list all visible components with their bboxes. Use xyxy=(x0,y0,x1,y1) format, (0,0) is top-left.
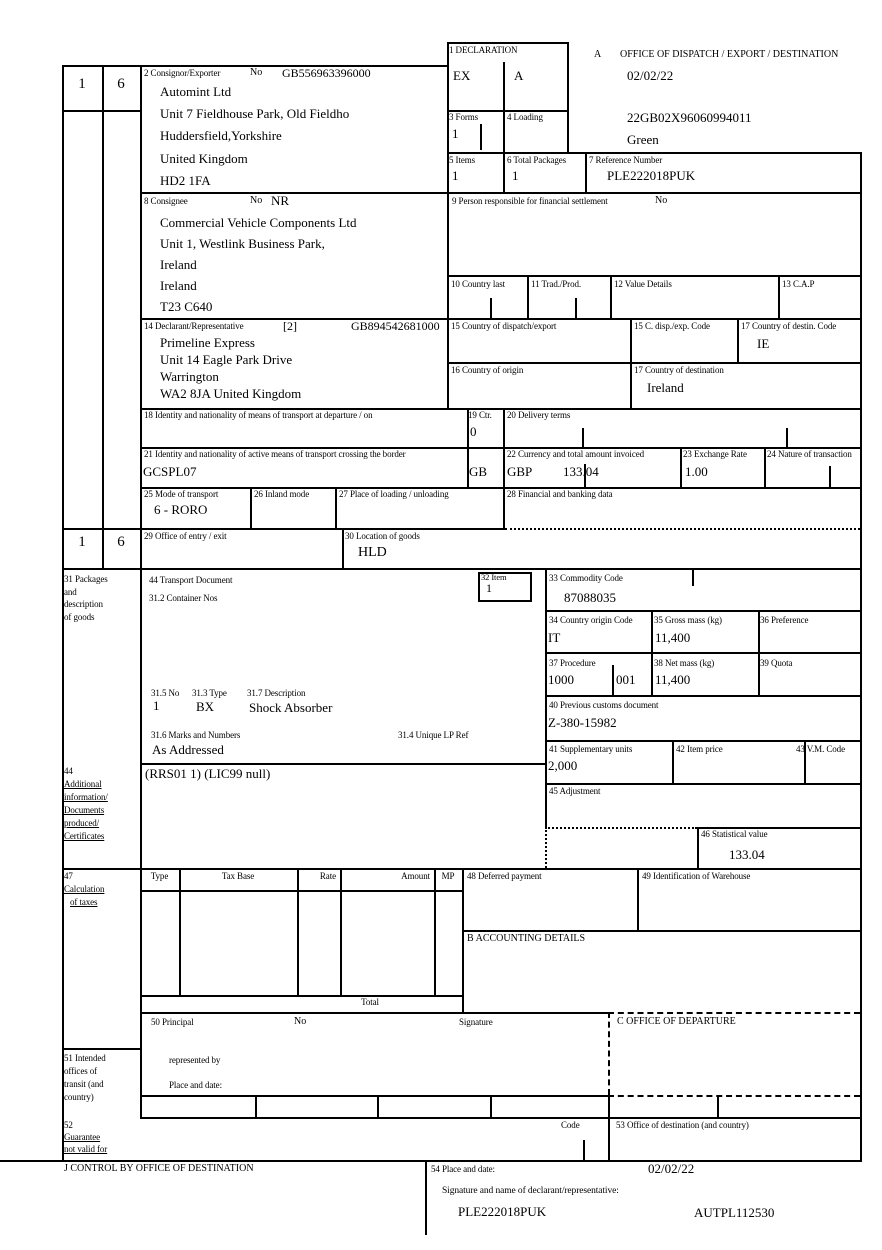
divider-line xyxy=(717,1095,719,1117)
box54-reference-value: PLE222018PUK xyxy=(458,1204,547,1219)
box52-guarantee-label: not valid for xyxy=(64,1144,108,1154)
divider-line xyxy=(478,600,532,602)
divider-line xyxy=(342,528,344,568)
box31-5-no-value: 1 xyxy=(153,698,160,713)
divider-line xyxy=(140,763,545,765)
box31-3-type-value: BX xyxy=(196,699,215,714)
divider-line xyxy=(62,868,860,870)
box31-5-no-label: 31.5 No xyxy=(151,688,180,698)
box37-procedure-label: 37 Procedure xyxy=(549,658,596,668)
box44-additional-label: Additional xyxy=(64,779,102,789)
divider-line xyxy=(140,318,860,320)
divider-line xyxy=(737,318,739,362)
divider-line xyxy=(102,65,104,570)
box4-loading-label: 4 Loading xyxy=(507,112,543,122)
box33-commodity-value: 87088035 xyxy=(564,590,616,605)
tax-table-header-rate: Rate xyxy=(319,871,336,881)
box22-currency-value: GBP xyxy=(507,464,533,479)
box31-6-marks-label: 31.6 Marks and Numbers xyxy=(151,730,241,740)
box19-ctr-label: 19 Ctr. xyxy=(468,410,492,420)
box14-declarant-eori: GB894542681000 xyxy=(351,319,440,333)
box7-reference-label: 7 Reference Number xyxy=(589,155,663,165)
sectionA-office-label: OFFICE OF DISPATCH / EXPORT / DESTINATION xyxy=(620,49,839,60)
box52-guarantee-label: Guarantee xyxy=(64,1132,101,1142)
divider-line xyxy=(545,740,860,742)
box40-previous-doc-value: Z-380-15982 xyxy=(548,715,617,730)
copy-number-1: 1 xyxy=(78,76,86,92)
divider-line xyxy=(786,428,788,447)
box36-preference-label: 36 Preference xyxy=(760,615,809,625)
divider-line xyxy=(608,1095,610,1160)
divider-line xyxy=(575,298,577,318)
box31-packages-label: and xyxy=(64,587,77,597)
divider-line xyxy=(778,275,780,318)
box47-calculation-label: Calculation xyxy=(64,884,105,894)
divider-line xyxy=(62,110,140,112)
sectionA-letter: A xyxy=(594,49,602,60)
box44-additional-label: Certificates xyxy=(64,831,105,841)
box24-transaction-label: 24 Nature of transaction xyxy=(767,449,852,459)
box43-vm-code-label: 43 V.M. Code xyxy=(796,744,845,754)
box14-addr-line: WA2 8JA United Kingdom xyxy=(160,386,302,401)
divider-line xyxy=(179,868,181,995)
box42-item-price-label: 42 Item price xyxy=(676,744,723,754)
box52-code-label: Code xyxy=(561,1120,580,1130)
box34-origin-code-value: IT xyxy=(548,630,561,645)
box53-destination-office-label: 53 Office of destination (and country) xyxy=(616,1120,749,1130)
box8-addr-line: T23 C640 xyxy=(160,299,213,314)
box44-additional-label: produced/ xyxy=(64,818,100,828)
box1-declaration-type: EX xyxy=(453,68,471,83)
box30-location-label: 30 Location of goods xyxy=(345,531,420,541)
box50-no-label: No xyxy=(294,1016,307,1027)
divider-line xyxy=(0,1160,862,1162)
box44-transport-doc-label: 44 Transport Document xyxy=(149,575,233,585)
divider-line xyxy=(567,42,569,152)
sectionC-departure-label: C OFFICE OF DEPARTURE xyxy=(617,1016,736,1027)
box50-signature-label: Signature xyxy=(459,1017,493,1027)
divider-line xyxy=(340,868,342,995)
box31-4-lp-ref-label: 31.4 Unique LP Ref xyxy=(398,730,469,740)
box17a-destin-code-value: IE xyxy=(757,336,770,351)
divider-line xyxy=(583,1140,585,1160)
divider-line xyxy=(462,930,860,932)
divider-line xyxy=(610,275,612,318)
divider-line xyxy=(447,42,569,44)
divider-line xyxy=(140,1095,608,1097)
divider-line xyxy=(829,466,831,487)
box2-addr-line: HD2 1FA xyxy=(160,173,211,188)
box44-additional-label: Documents xyxy=(64,805,105,815)
box31-7-description-value: Shock Absorber xyxy=(249,700,333,715)
box8-consignee-label: 8 Consignee xyxy=(144,196,188,206)
divider-line xyxy=(680,447,682,487)
box2-no-label: No xyxy=(250,67,263,78)
box46-statistical-label: 46 Statistical value xyxy=(701,829,768,839)
box35-gross-mass-value: 11,400 xyxy=(655,630,691,645)
box21-active-transport-value: GCSPL07 xyxy=(143,464,197,479)
divider-line xyxy=(447,275,860,277)
box5-items-label: 5 Items xyxy=(449,155,476,165)
divider-line xyxy=(582,428,584,447)
box47-calculation-label: 47 xyxy=(64,871,73,881)
box32-item-label: 32 Item xyxy=(481,572,507,582)
box3-forms-label: 3 Forms xyxy=(449,112,479,122)
box9-financial-label: 9 Person responsible for financial settlement xyxy=(452,196,608,206)
box31-packages-label: 31 Packages xyxy=(64,574,108,584)
box46-statistical-value: 133.04 xyxy=(729,847,765,862)
box50-represented-label: represented by xyxy=(169,1055,221,1065)
divider-line xyxy=(447,362,860,364)
box17-destination-value: Ireland xyxy=(647,380,684,395)
divider-line xyxy=(250,487,252,528)
box21-active-transport-label: 21 Identity and nationality of active means of transport crossing the border xyxy=(144,449,406,459)
box22-amount-value: 133.04 xyxy=(563,464,599,479)
divider-line xyxy=(612,665,614,695)
divider-line xyxy=(503,408,505,528)
divider-line xyxy=(335,487,337,528)
box33-commodity-label: 33 Commodity Code xyxy=(549,573,623,583)
divider-line xyxy=(527,275,529,318)
box6-packages-label: 6 Total Packages xyxy=(507,155,567,165)
divider-line xyxy=(505,528,860,530)
box2-addr-line: Unit 7 Fieldhouse Park, Old Fieldho xyxy=(160,106,350,121)
box14-rep-code: [2] xyxy=(283,319,297,333)
divider-line xyxy=(545,695,860,697)
divider-line xyxy=(480,124,482,150)
box21-nationality-value: GB xyxy=(469,464,488,479)
divider-line xyxy=(490,1095,492,1117)
divider-line xyxy=(608,1095,860,1097)
box28-financial-label: 28 Financial and banking data xyxy=(507,489,613,499)
box8-addr-line: Ireland xyxy=(160,257,197,272)
divider-line xyxy=(697,827,699,868)
box2-consignor-eori: GB556963396000 xyxy=(282,66,371,80)
divider-line xyxy=(62,1048,140,1050)
box49-warehouse-label: 49 Identification of Warehouse xyxy=(642,871,751,881)
box47-calculation-label: of taxes xyxy=(70,897,98,907)
divider-line xyxy=(434,868,436,995)
box31-3-type-label: 31.3 Type xyxy=(192,688,227,698)
box16-origin-label: 16 Country of origin xyxy=(451,365,524,375)
box31-packages-label: of goods xyxy=(64,612,95,622)
box54-date-value: 02/02/22 xyxy=(648,1161,695,1176)
divider-line xyxy=(545,827,697,829)
box38-net-mass-label: 38 Net mass (kg) xyxy=(654,658,715,668)
box54-signature-name-label: Signature and name of declarant/representative: xyxy=(442,1186,619,1196)
box44-additional-label: 44 xyxy=(64,766,73,776)
divider-line xyxy=(637,868,639,930)
box35-gross-mass-label: 35 Gross mass (kg) xyxy=(654,615,722,625)
box52-guarantee-label: 52 xyxy=(64,1120,73,1130)
box2-addr-line: United Kingdom xyxy=(160,151,248,166)
sectionA-mrn: 22GB02X96060994011 xyxy=(627,110,752,125)
box54-place-date-label: 54 Place and date: xyxy=(431,1164,495,1174)
box10-country-last-label: 10 Country last xyxy=(451,279,505,289)
box8-no-label: No xyxy=(250,195,263,206)
box11-trad-prod-label: 11 Trad./Prod. xyxy=(531,279,582,289)
box1-declaration-subtype: A xyxy=(514,68,524,83)
box14-addr-line: Primeline Express xyxy=(160,335,255,350)
divider-line xyxy=(545,825,547,868)
box54-authorisation-value: AUTPL112530 xyxy=(694,1205,775,1220)
divider-line xyxy=(462,868,464,1012)
divider-line xyxy=(425,1160,427,1235)
box44-additional-info-value: (RRS01 1) (LIC99 null) xyxy=(145,766,271,781)
box8-addr-line: Ireland xyxy=(160,278,197,293)
box23-exchange-rate-label: 23 Exchange Rate xyxy=(683,449,747,459)
box29-office-entry-label: 29 Office of entry / exit xyxy=(144,531,227,541)
copy-number-1-lower: 1 xyxy=(78,534,86,550)
divider-line xyxy=(447,42,449,408)
divider-line xyxy=(62,528,505,530)
box2-addr-line: Automint Ltd xyxy=(160,84,232,99)
box17-destination-label: 17 Country of destination xyxy=(634,365,724,375)
box23-exchange-rate-value: 1.00 xyxy=(685,464,708,479)
box14-declarant-label: 14 Declarant/Representative xyxy=(144,321,244,331)
box25-mode-label: 25 Mode of transport xyxy=(144,489,219,499)
box8-addr-line: Unit 1, Westlink Business Park, xyxy=(160,236,325,251)
divider-line xyxy=(62,568,860,570)
divider-line xyxy=(140,65,142,1117)
tax-table-total-label: Total xyxy=(361,997,379,1007)
box5-items-value: 1 xyxy=(452,168,459,183)
box39-quota-label: 39 Quota xyxy=(760,658,793,668)
divider-line xyxy=(140,487,860,489)
box50-principal-label: 50 Principal xyxy=(151,1017,194,1027)
divider-line xyxy=(545,610,860,612)
tax-table-header-mp: MP xyxy=(441,871,455,881)
tax-table-header-amount: Amount xyxy=(401,871,430,881)
box15-dispatch-label: 15 Country of dispatch/export xyxy=(451,321,557,331)
divider-line xyxy=(672,740,674,783)
box27-place-loading-label: 27 Place of loading / unloading xyxy=(339,489,449,499)
box40-previous-doc-label: 40 Previous customs document xyxy=(549,700,659,710)
divider-line xyxy=(140,192,860,194)
divider-line xyxy=(377,1095,379,1117)
box19-ctr-value: 0 xyxy=(470,424,477,439)
box37-procedure-value1: 1000 xyxy=(548,672,574,687)
box38-net-mass-value: 11,400 xyxy=(655,672,691,687)
divider-line xyxy=(255,1095,257,1117)
divider-line xyxy=(530,572,532,602)
box51-transit-label: offices of xyxy=(64,1066,98,1076)
divider-line xyxy=(545,652,860,654)
divider-line xyxy=(140,1117,860,1119)
box14-addr-line: Warrington xyxy=(160,369,219,384)
tax-table-header-tax-base: Tax Base xyxy=(221,871,255,881)
sectionB-accounting-label: B ACCOUNTING DETAILS xyxy=(467,933,586,944)
box34-origin-code-label: 34 Country origin Code xyxy=(549,615,633,625)
box25-mode-value: 6 - RORO xyxy=(154,502,208,517)
box51-transit-label: country) xyxy=(64,1092,94,1102)
copy-number-6: 6 xyxy=(117,76,125,92)
box3-forms-value: 1 xyxy=(452,126,459,141)
box2-consignor-label: 2 Consignor/Exporter xyxy=(144,68,221,78)
box31-packages-label: description xyxy=(64,599,103,609)
box8-addr-line: Commercial Vehicle Components Ltd xyxy=(160,215,357,230)
divider-line xyxy=(503,62,505,192)
divider-line xyxy=(764,447,766,487)
box12-value-details-label: 12 Value Details xyxy=(614,279,672,289)
box41-supp-units-value: 2,000 xyxy=(548,758,578,773)
divider-line xyxy=(490,298,492,318)
divider-line xyxy=(585,152,587,192)
box30-location-value: HLD xyxy=(358,545,387,560)
box31-7-description-label: 31.7 Description xyxy=(247,688,306,698)
sectionJ-control-label: J CONTROL BY OFFICE OF DESTINATION xyxy=(64,1163,254,1174)
box45-adjustment-label: 45 Adjustment xyxy=(549,786,601,796)
box22-currency-label: 22 Currency and total amount invoiced xyxy=(507,449,645,459)
box32-item-value: 1 xyxy=(486,581,492,595)
box20-delivery-terms-label: 20 Delivery terms xyxy=(507,410,571,420)
box26-inland-mode-label: 26 Inland mode xyxy=(254,489,310,499)
box44-additional-label: information/ xyxy=(64,792,108,802)
divider-line xyxy=(692,568,694,586)
divider-line xyxy=(447,152,860,154)
box50-place-date-label: Place and date: xyxy=(169,1080,222,1090)
box17a-destin-code-label: 17 Country of destin. Code xyxy=(741,321,837,331)
divider-line xyxy=(478,572,480,602)
sectionA-routing: Green xyxy=(627,132,659,147)
divider-line xyxy=(297,868,299,995)
box48-deferred-label: 48 Deferred payment xyxy=(467,871,542,881)
box14-addr-line: Unit 14 Eagle Park Drive xyxy=(160,352,293,367)
sectionA-date: 02/02/22 xyxy=(627,68,674,83)
box51-transit-label: transit (and xyxy=(64,1079,104,1089)
divider-line xyxy=(608,1012,610,1095)
box51-transit-label: 51 Intended xyxy=(64,1053,106,1063)
box41-supp-units-label: 41 Supplementary units xyxy=(549,744,633,754)
divider-line xyxy=(860,152,862,1160)
tax-table-header-type: Type xyxy=(150,871,169,881)
divider-line xyxy=(140,890,462,892)
box8-no-value: NR xyxy=(271,193,290,208)
divider-line xyxy=(140,1012,608,1014)
box18-transport-label: 18 Identity and nationality of means of transport at departure / on xyxy=(144,410,373,420)
box31-6-marks-value: As Addressed xyxy=(152,742,224,757)
copy-number-6-lower: 6 xyxy=(117,534,125,550)
box13-cap-label: 13 C.A.P xyxy=(782,279,815,289)
divider-line xyxy=(608,1012,860,1014)
divider-line xyxy=(545,783,860,785)
box31-2-container-label: 31.2 Container Nos xyxy=(149,593,218,603)
box37-procedure-value2: 001 xyxy=(616,672,636,687)
box7-reference-value: PLE222018PUK xyxy=(607,168,696,183)
box9-no-label: No xyxy=(655,195,668,206)
box1-declaration-label: 1 DECLARATION xyxy=(449,45,518,55)
box2-addr-line: Huddersfield,Yorkshire xyxy=(160,128,282,143)
box15a-dispatch-code-label: 15 C. disp./exp. Code xyxy=(634,321,710,331)
box6-packages-value: 1 xyxy=(512,168,519,183)
